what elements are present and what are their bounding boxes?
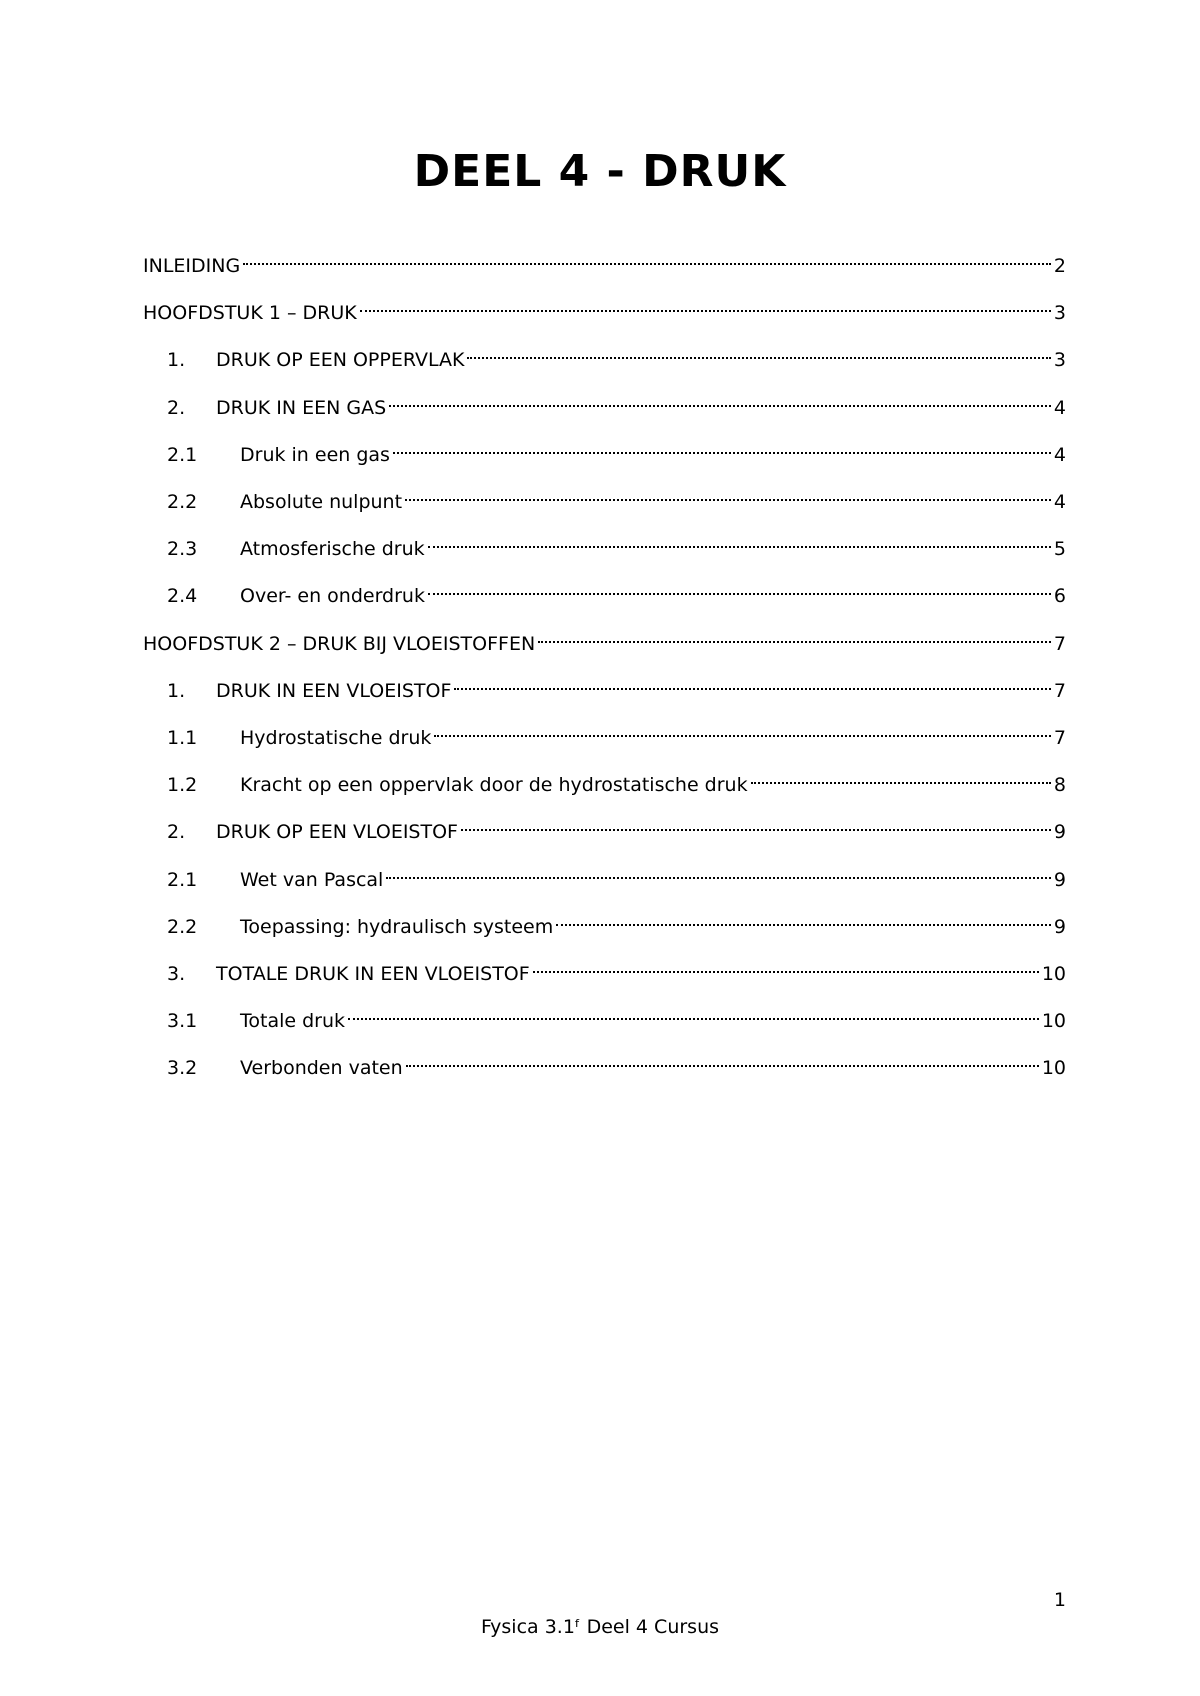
toc-dot-leader [428,525,1051,555]
toc-entry-number: 2.1 [167,869,198,891]
toc-entry[interactable] [143,620,1066,655]
toc-entry[interactable] [143,478,1066,513]
toc-entry[interactable] [143,431,1066,466]
toc-entry-number: 2. [167,397,186,419]
toc-entry-number: 3.2 [167,1057,198,1079]
toc-entry[interactable] [143,856,1066,891]
toc-entry[interactable] [143,997,1066,1032]
toc-entry-number: 1. [167,680,186,702]
toc-entry[interactable] [143,761,1066,796]
toc-dot-leader [538,620,1051,650]
toc-dot-leader [533,950,1039,980]
toc-dot-leader [454,667,1051,697]
toc-entry-page: 3 [1053,349,1066,371]
toc-entry-title: Druk in een gas [240,444,390,466]
toc-entry-page: 7 [1053,727,1066,749]
toc-entry[interactable] [143,242,1066,277]
toc-entry-number: 1. [167,349,186,371]
toc-entry-page: 7 [1053,633,1066,655]
toc-entry-title: DRUK IN EEN GAS [216,397,387,419]
toc-entry-page: 10 [1041,1057,1066,1079]
toc-dot-leader [461,808,1051,838]
toc-entry-title: Totale druk [240,1010,346,1032]
toc-entry[interactable] [143,808,1066,843]
toc-entry[interactable] [143,572,1066,607]
toc-entry-title: HOOFDSTUK 2 – DRUK BIJ VLOEISTOFFEN [143,633,536,655]
toc-entry-page: 6 [1053,585,1066,607]
toc-entry[interactable] [143,336,1066,371]
toc-dot-leader [428,572,1051,602]
toc-dot-leader [467,336,1050,366]
toc-dot-leader [389,384,1051,414]
toc-dot-leader [406,1044,1039,1074]
toc-entry-title: HOOFDSTUK 1 – DRUK [143,302,357,324]
toc-entry-page: 8 [1053,774,1066,796]
toc-entry[interactable] [143,289,1066,324]
toc-entry-number: 3.1 [167,1010,198,1032]
toc-entry-title: Hydrostatische druk [240,727,432,749]
toc-entry-number: 2.2 [167,491,198,513]
toc-entry-page: 7 [1053,680,1066,702]
toc-entry-number: 2.2 [167,916,198,938]
toc-dot-leader [434,714,1051,744]
toc-entry-title: Kracht op een oppervlak door de hydrostatische druk [240,774,748,796]
toc-entry-number: 2. [167,821,186,843]
toc-dot-leader [243,242,1051,272]
toc-dot-leader [751,761,1051,791]
toc-entry-page: 2 [1053,255,1066,277]
toc-entry-number: 2.3 [167,538,198,560]
toc-entry-title: Wet van Pascal [240,869,384,891]
toc-entry-title: INLEIDING [143,255,241,277]
page-footer: Fysica 3.1ᶠ Deel 4 Cursus [480,1616,720,1638]
toc-entry-title: Toepassing: hydraulisch systeem [240,916,554,938]
toc-entry-number: 2.1 [167,444,198,466]
toc-dot-leader [405,478,1051,508]
toc-entry-page: 3 [1053,302,1066,324]
toc-entry-page: 4 [1053,491,1066,513]
toc-entry[interactable] [143,525,1066,560]
toc-entry-number: 1.2 [167,774,198,796]
toc-entry-number: 1.1 [167,727,198,749]
toc-entry-page: 10 [1041,963,1066,985]
toc-entry-title: DRUK OP EEN VLOEISTOF [216,821,458,843]
toc-entry[interactable] [143,1044,1066,1079]
toc-dot-leader [393,431,1051,461]
toc-entry[interactable] [143,714,1066,749]
toc-entry-page: 9 [1053,869,1066,891]
toc-dot-leader [386,856,1051,886]
toc-entry-page: 10 [1041,1010,1066,1032]
toc-entry-page: 9 [1053,916,1066,938]
toc-entry-title: Absolute nulpunt [240,491,403,513]
toc-entry-number: 2.4 [167,585,198,607]
toc-entry-title: DRUK IN EEN VLOEISTOF [216,680,452,702]
toc-entry-title: DRUK OP EEN OPPERVLAK [216,349,465,371]
toc-dot-leader [360,289,1051,319]
toc-entry-page: 5 [1053,538,1066,560]
toc-entry-title: Verbonden vaten [240,1057,403,1079]
toc-entry[interactable] [143,667,1066,702]
toc-entry-page: 4 [1053,444,1066,466]
toc-entry-title: Atmosferische druk [240,538,425,560]
toc-entry[interactable] [143,950,1066,985]
toc-entry-number: 3. [167,963,186,985]
toc-entry-title: TOTALE DRUK IN EEN VLOEISTOF [216,963,530,985]
toc-entry[interactable] [143,903,1066,938]
page-title: DEEL 4 - DRUK [413,146,787,197]
page-number: 1 [1053,1589,1066,1611]
toc-dot-leader [348,997,1039,1027]
toc-entry-page: 4 [1053,397,1066,419]
toc-entry-title: Over- en onderdruk [240,585,425,607]
toc-entry[interactable] [143,384,1066,419]
toc-entry-page: 9 [1053,821,1066,843]
toc-dot-leader [556,903,1051,933]
